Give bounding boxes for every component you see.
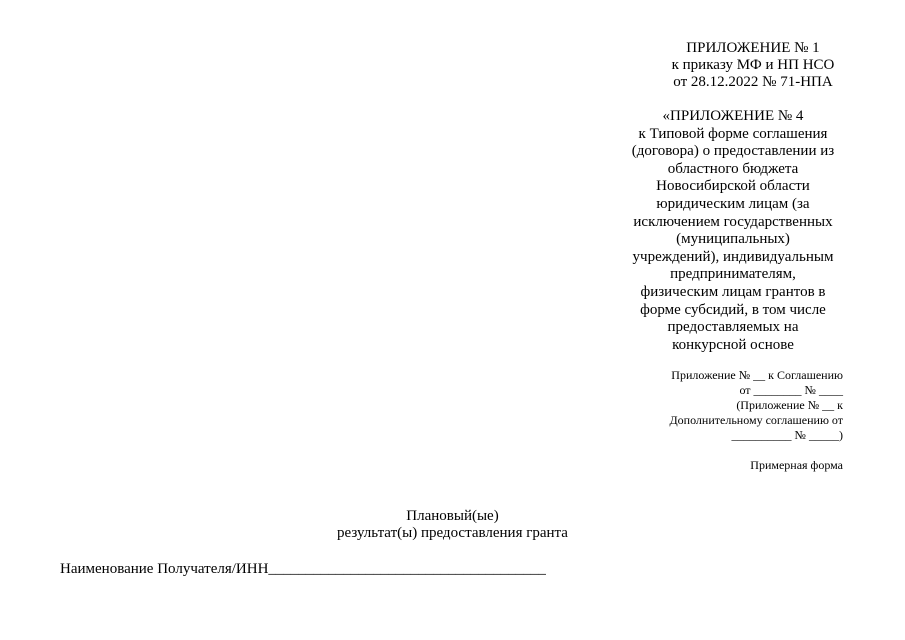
appendix-line: Новосибирской области: [656, 178, 810, 195]
appendix-line: форме субсидий, в том числе: [640, 301, 826, 318]
agreement-line: __________ № _____): [731, 428, 843, 442]
appendix-line: учреждений), индивидуальным: [632, 248, 834, 265]
appendix-line: областного бюджета: [667, 160, 799, 177]
agreement-line: от ________ № ____: [739, 383, 843, 397]
appendix-line: предоставляемых на: [667, 319, 799, 336]
agreement-reference-block: [643, 368, 843, 443]
order-line: к приказу МФ и НП НСО: [671, 57, 835, 73]
appendix-line: «ПРИЛОЖЕНИЕ № 4: [662, 108, 804, 124]
appendix-line: исключением государственных: [633, 213, 833, 230]
appendix-line: предпринимателям,: [670, 266, 796, 283]
document-title: [0, 508, 905, 542]
appendix-4-block: [623, 108, 843, 354]
appendix-line: (договора) о предоставлении из: [631, 143, 835, 160]
appendix-line: конкурсной основе: [672, 336, 794, 353]
agreement-line: Приложение № __ к Соглашению: [671, 368, 843, 382]
order-line: ПРИЛОЖЕНИЕ № 1: [686, 40, 820, 56]
appendix-line: юридическим лицам (за: [656, 195, 810, 212]
appendix-line: (муниципальных): [676, 231, 790, 248]
order-reference-block: [663, 40, 843, 91]
form-type-label: Примерная форма: [750, 458, 843, 472]
title-line: Плановый(ые): [406, 508, 499, 524]
appendix-line: к Типовой форме соглашения: [638, 125, 828, 142]
agreement-line: (Приложение № __ к: [736, 398, 843, 412]
order-line: от 28.12.2022 № 71-НПА: [673, 74, 833, 90]
title-line: результат(ы) предоставления гранта: [337, 525, 568, 541]
agreement-line: Дополнительному соглашению от: [669, 413, 843, 427]
appendix-line: физическим лицам грантов в: [640, 283, 826, 300]
recipient-name-field: Наименование Получателя/ИНН_____________________________________: [60, 561, 546, 577]
